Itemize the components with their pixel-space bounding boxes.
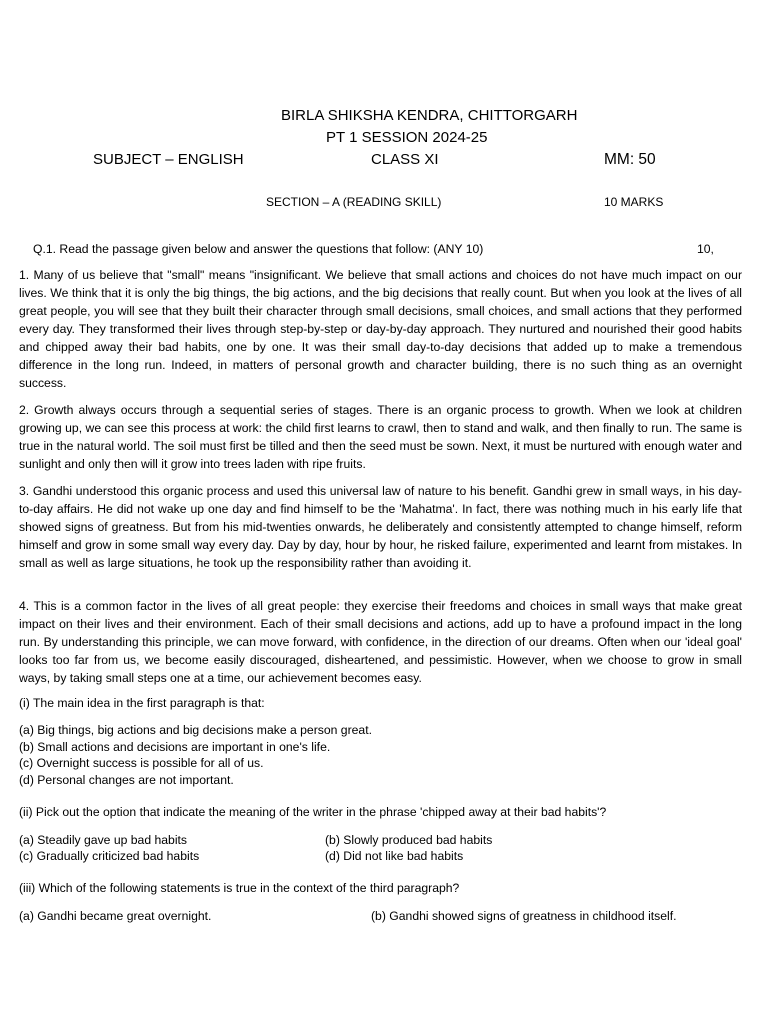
max-marks-label: MM: 50 [604,151,656,168]
question-ii-option-a: (a) Steadily gave up bad habits [19,833,188,847]
question-iii-option-a: (a) Gandhi became great overnight. [19,909,212,923]
school-name: BIRLA SHIKSHA KENDRA, CHITTORGARH [281,107,578,124]
question-i-option-c: (c) Overnight success is possible for all of us. [19,756,264,770]
question-ii-option-d: (d) Did not like bad habits [325,849,464,863]
exam-title: PT 1 SESSION 2024-25 [326,129,488,146]
question-ii-stem: (ii) Pick out the option that indicate the meaning of the writer in the phrase 'chipped away at their bad habits'? [19,805,607,819]
question-i-option-d: (d) Personal changes are not important. [19,773,234,787]
question-iii-option-b: (b) Gandhi showed signs of greatness in childhood itself. [371,909,677,923]
question-prompt: Q.1. Read the passage given below and answer the questions that follow: (ANY 10) [33,242,484,256]
passage-paragraph-3: 3. Gandhi understood this organic process and used this universal law of nature to his benefit. Gandhi grew in small ways, in his day-to-day affairs. He did not wake up one day and find himself to be the 'Mahatma'. In fact, there was nothing much in his early life that showed signs of greatness. But from his mid-twenties onwards, he deliberately and consistently attempted to change himself, reform himself and grow in some small way every day. Day by day, hour by hour, he risked failure, experimented and learnt from mistakes. In small as well as large situations, he took up the responsibility rather than avoiding it. [19,484,742,570]
question-iii-stem: (iii) Which of the following statements is true in the context of the third paragraph? [19,881,460,895]
question-ii-option-b: (b) Slowly produced bad habits [325,833,493,847]
question-i-option-b: (b) Small actions and decisions are important in one's life. [19,740,331,754]
subject-label: SUBJECT – ENGLISH [93,151,244,168]
question-ii-option-c: (c) Gradually criticized bad habits [19,849,200,863]
question-i-stem: (i) The main idea in the first paragraph is that: [19,696,265,710]
question-marks: 10, [697,242,714,256]
question-i-option-a: (a) Big things, big actions and big decisions make a person great. [19,723,372,737]
passage-paragraph-2: 2. Growth always occurs through a sequential series of stages. There is an organic process to growth. When we look at children growing up, we can see this process at work: the child first learns to crawl, then to stand and walk, and then finally to run. The same is true in the natural world. The soil must first be tilled and then the seed must be sown. Next, it must be nurtured with enough water and sunlight and only then will it grow into trees laden with ripe fruits. [19,403,742,471]
section-title: SECTION – A (READING SKILL) [266,195,442,209]
class-label: CLASS XI [371,151,439,168]
passage-paragraph-4: 4. This is a common factor in the lives of all great people: they exercise their freedoms and choices in small ways that make great impact on their lives and their environment. Each of their small decisions and actions, add up to have a profound impact in the long run. By understanding this principle, we can move forward, with confidence, in the direction of our dreams. Often when our 'ideal goal' looks too far from us, we become easily discouraged, disheartened, and pessimistic. However, when we choose to grow in small ways, by taking small steps one at a time, our achievement becomes easy. [19,599,742,685]
passage-paragraph-1: 1. Many of us believe that "small" means "insignificant. We believe that small actions and choices do not have much impact on our lives. We think that it is only the big things, the big actions, and the big decisions that really count. But when you look at the lives of all great people, you will see that they built their character through small decisions, small choices, and small actions that they performed every day. They transformed their lives through step-by-step or day-by-day approach. They nurtured and nourished their good habits and chipped away their bad habits, one by one. It was their small day-to-day decisions that added up to make a tremendous difference in the long run. Indeed, in matters of personal growth and character building, there is no such thing as an overnight success. [19,268,742,390]
section-marks: 10 MARKS [604,195,664,209]
